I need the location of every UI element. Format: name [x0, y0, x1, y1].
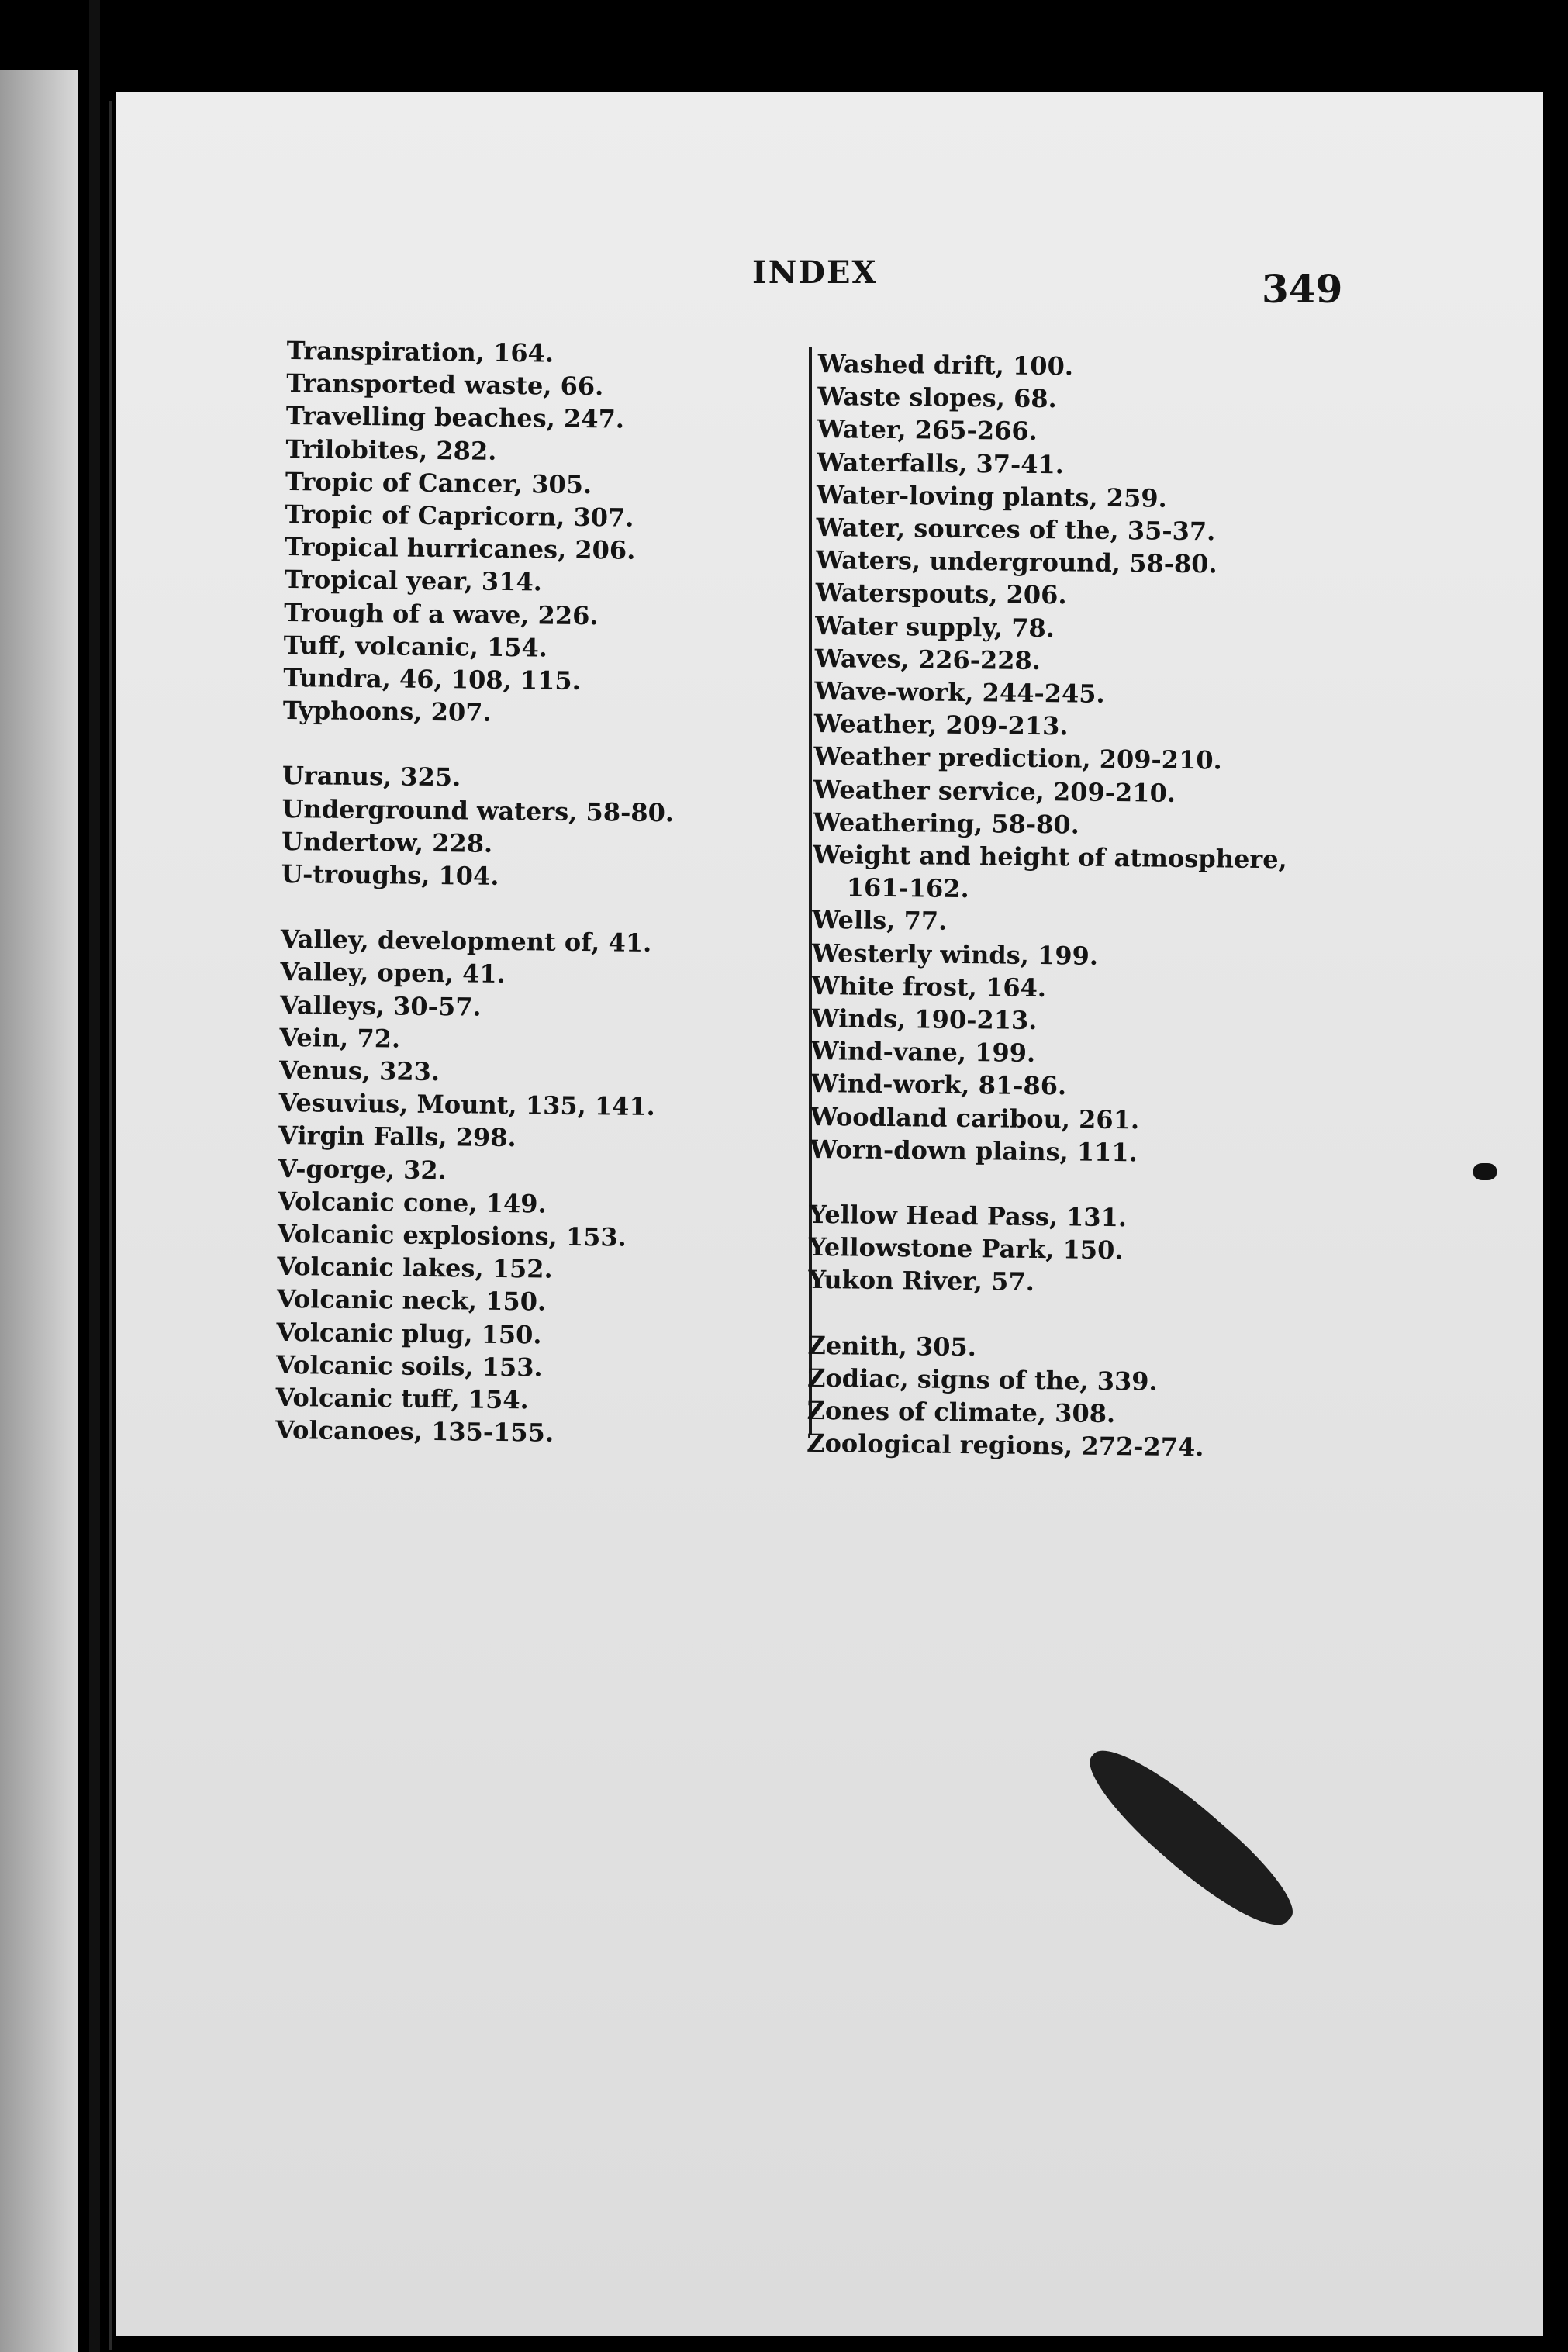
- index-entry: Tropical year, 314.: [284, 565, 543, 597]
- index-entry: Volcanic tuff, 154.: [275, 1383, 530, 1415]
- index-entry: Waterspouts, 206.: [815, 578, 1067, 610]
- binding-gutter-inner: [109, 101, 112, 2350]
- section-gap: [282, 727, 675, 763]
- index-entry: Volcanic plug, 150.: [276, 1317, 542, 1350]
- index-entry: Woodland caribou, 261.: [810, 1101, 1140, 1135]
- index-entry: Wind-work, 81-86.: [810, 1069, 1067, 1101]
- index-entry: Waters, underground, 58-80.: [815, 545, 1217, 579]
- index-entry: Underground waters, 58-80.: [281, 793, 675, 827]
- index-entry: Tropic of Cancer, 305.: [285, 466, 592, 499]
- facing-page-edge: [0, 70, 78, 2352]
- index-entry-continuation: 161-162.: [846, 872, 969, 904]
- index-column-right: [806, 347, 1293, 1465]
- index-entry: Worn-down plains, 111.: [809, 1134, 1138, 1168]
- index-entry: Water-loving plants, 259.: [816, 479, 1167, 513]
- index-entry: Trough of a wave, 226.: [284, 597, 599, 630]
- index-entry: Undertow, 228.: [281, 826, 493, 858]
- index-entry: Volcanic explosions, 153.: [277, 1219, 627, 1252]
- index-entry: Volcanic lakes, 152.: [277, 1252, 553, 1284]
- index-entry: Washed drift, 100.: [817, 348, 1074, 382]
- index-entry: Wells, 77.: [812, 905, 948, 937]
- index-entry: Westerly winds, 199.: [811, 938, 1099, 971]
- index-entry: Uranus, 325.: [281, 761, 461, 793]
- index-entry: Tropic of Capricorn, 307.: [285, 499, 634, 533]
- index-entry: Zodiac, signs of the, 339.: [806, 1363, 1158, 1397]
- index-entry: Volcanic soils, 153.: [275, 1349, 543, 1383]
- index-entry: Water, sources of the, 35-37.: [816, 513, 1216, 547]
- index-entry: Virgin Falls, 298.: [278, 1121, 516, 1153]
- index-entry: Weathering, 58-80.: [813, 806, 1080, 840]
- index-entry: Wave-work, 244-245.: [814, 676, 1105, 709]
- index-entry: Volcanic neck, 150.: [276, 1284, 547, 1318]
- index-entry: Waterfalls, 37-41.: [817, 447, 1065, 479]
- index-entry: Valley, open, 41.: [280, 957, 506, 989]
- index-entry: U-troughs, 104.: [281, 859, 499, 891]
- section-gap: [808, 1297, 1283, 1334]
- binding-gutter: [89, 0, 100, 2352]
- index-entry: Weather prediction, 209-210.: [813, 741, 1222, 775]
- index-entry: Water, 265-266.: [817, 414, 1038, 447]
- index-entry: Travelling beaches, 247.: [285, 401, 625, 434]
- index-entry: Transported waste, 66.: [286, 368, 604, 402]
- index-entry: Valleys, 30-57.: [279, 989, 482, 1022]
- index-entry: V-gorge, 32.: [278, 1153, 447, 1185]
- index-entry: Winds, 190-213.: [810, 1003, 1038, 1036]
- index-entry: Vesuvius, Mount, 135, 141.: [278, 1088, 656, 1122]
- index-entry: Zones of climate, 308.: [806, 1396, 1116, 1429]
- index-entry: Weight and height of atmosphere,: [812, 840, 1287, 875]
- index-entry: Transpiration, 164.: [286, 335, 554, 368]
- index-entry: Trilobites, 282.: [285, 433, 497, 466]
- index-entry: Yukon River, 57.: [808, 1265, 1035, 1297]
- index-entry: Tropical hurricanes, 206.: [284, 532, 636, 565]
- index-entry: Typhoons, 207.: [282, 696, 492, 728]
- index-entry: Yellow Head Pass, 131.: [809, 1200, 1128, 1233]
- index-entry: Zenith, 305.: [807, 1330, 977, 1362]
- index-entry: Volcanoes, 135-155.: [275, 1415, 554, 1448]
- index-entry: Tuff, volcanic, 154.: [283, 630, 548, 663]
- index-entry: Valley, development of, 41.: [280, 924, 652, 958]
- index-entry: Tundra, 46, 108, 115.: [283, 663, 582, 696]
- index-entry: Venus, 323.: [278, 1055, 440, 1087]
- index-column-left: [275, 334, 679, 1451]
- index-entry: Wind-vane, 199.: [810, 1036, 1036, 1069]
- index-entry: Weather service, 209-210.: [813, 774, 1176, 808]
- section-gap: [281, 890, 673, 927]
- index-entry: Volcanic cone, 149.: [278, 1186, 547, 1219]
- index-entry: Vein, 72.: [279, 1022, 401, 1054]
- section-gap: [810, 1166, 1284, 1203]
- running-head: INDEX: [752, 254, 878, 291]
- index-entry: Zoological regions, 272-274.: [806, 1428, 1204, 1463]
- index-entry: White frost, 164.: [811, 970, 1047, 1003]
- page-number: 349: [1262, 266, 1343, 312]
- index-entry: Water supply, 78.: [815, 610, 1055, 643]
- ink-mark: [1473, 1163, 1497, 1180]
- index-entry: Weather, 209-213.: [813, 709, 1069, 741]
- index-entry: Waste slopes, 68.: [817, 382, 1057, 414]
- index-entry: Waves, 226-228.: [814, 643, 1041, 675]
- index-entry: Yellowstone Park, 150.: [808, 1232, 1124, 1266]
